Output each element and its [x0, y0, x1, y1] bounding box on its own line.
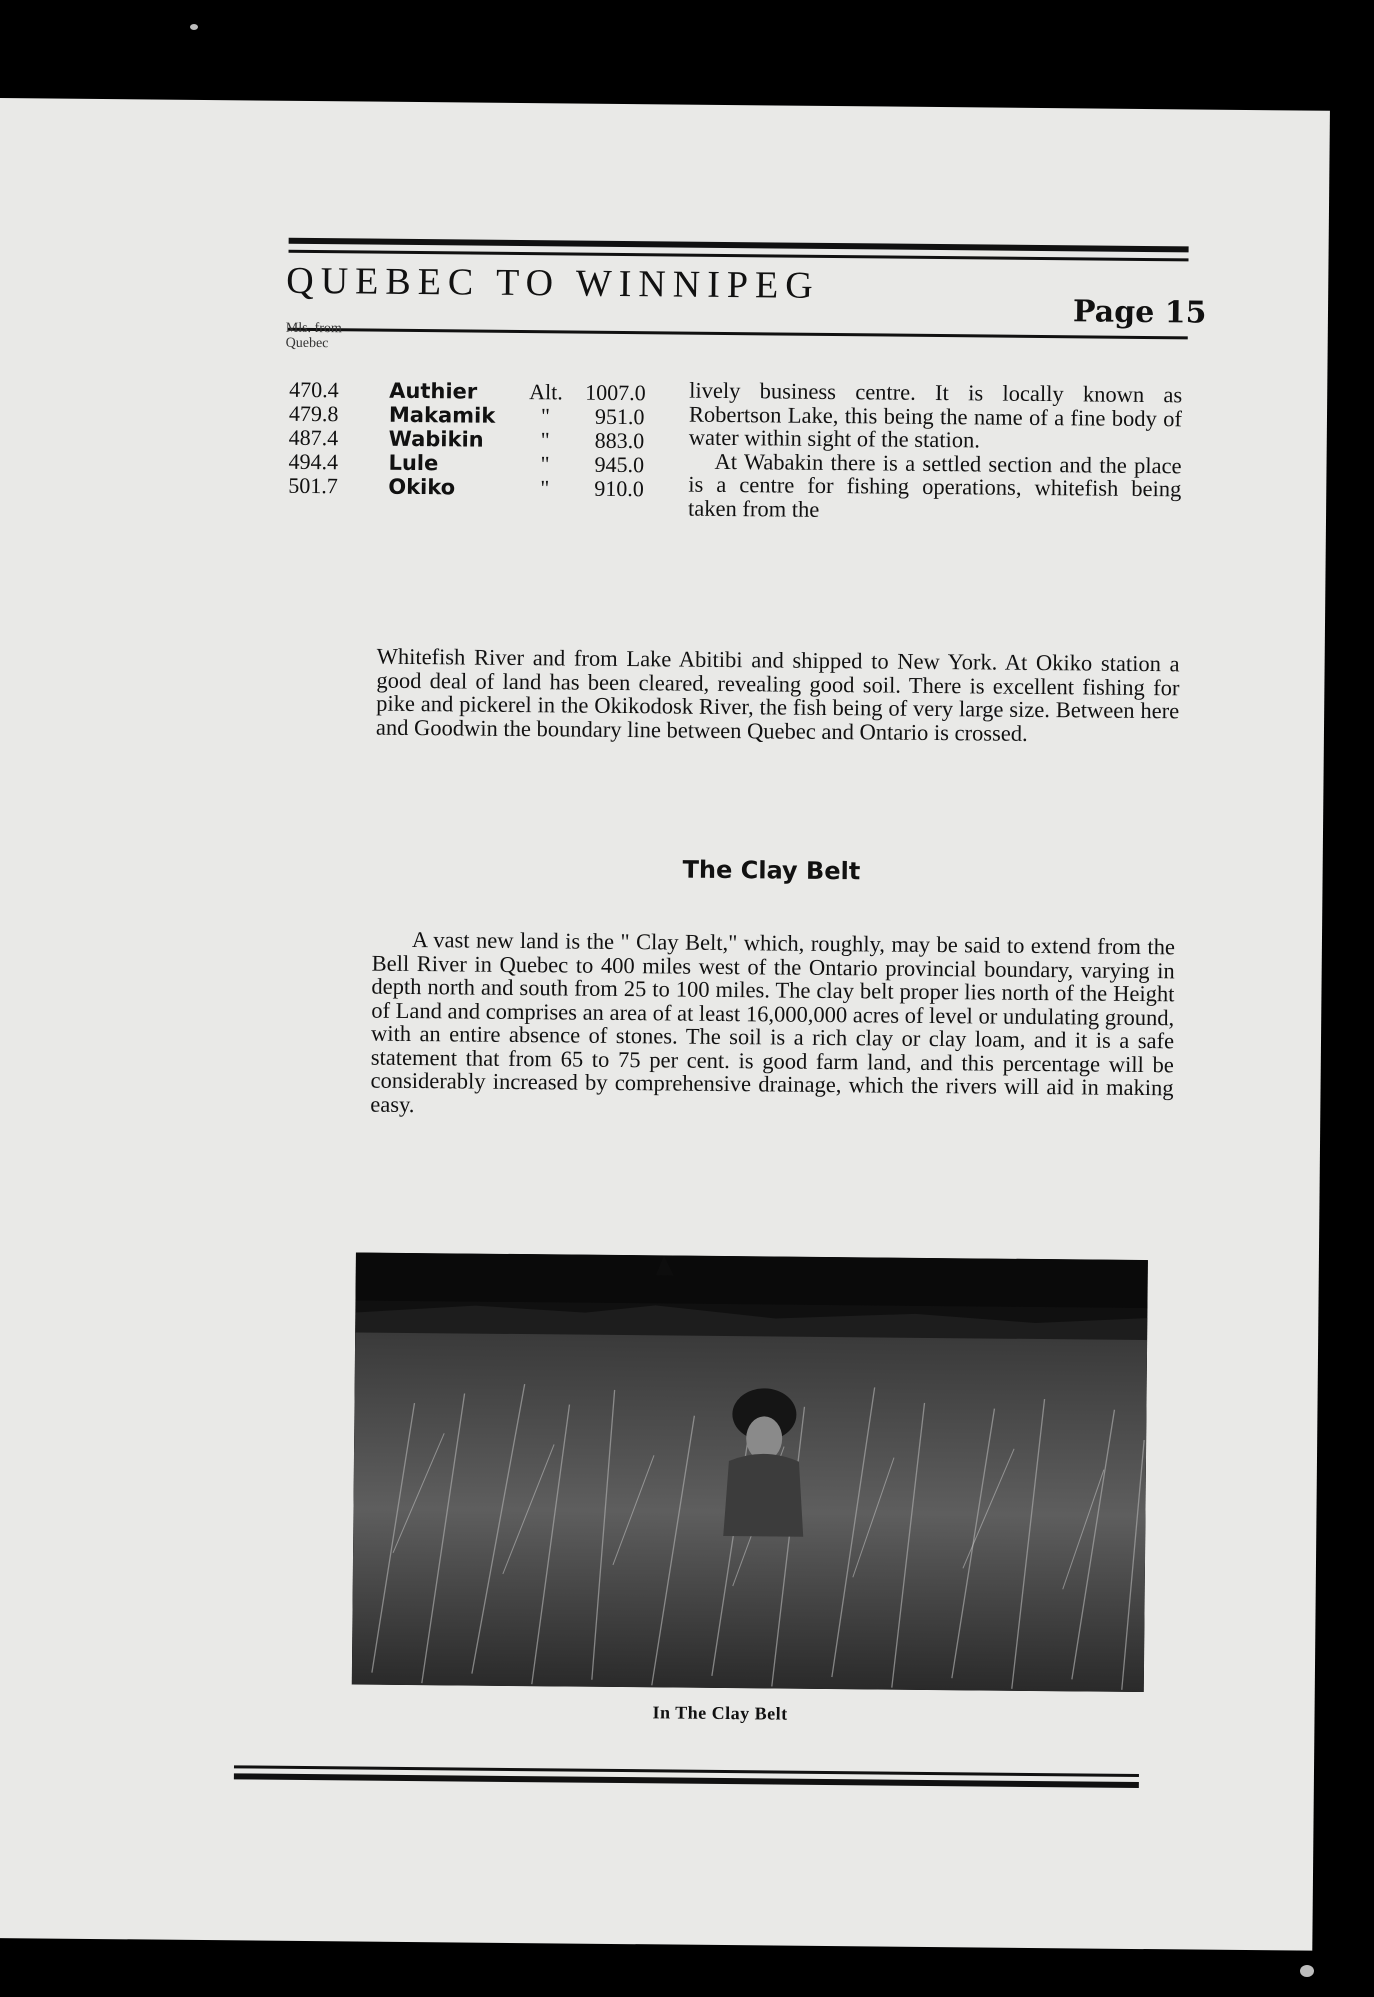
paragraph-2-start: At Wabakin there is a settled section and the place is a centre for fishing operations, whitefish being taken from the [687, 448, 1182, 522]
station-altitude: 945.0 [594, 451, 645, 478]
body-paragraph: A vast new land is the " Clay Belt," which, roughly, may be said to extend from the Bell River in Quebec to 400 miles west of the Ontario provincial boundary, varying in depth north and south from 25 to 100 miles. The clay belt proper lies north of the Height of Land and comprises an area of at least 16,000,000 acres of level or undulating ground, with an entire absence of stones. The soil is a rich clay or clay loam, and it is a safe statement that from 65 to 75 per cent. is good farm land, and this percentage will be considerably increased by comprehensive drainage, which the rivers will aid in making easy. [370, 926, 1176, 1117]
station-name: Okiko [388, 474, 456, 500]
station-altitude: 1007.0 [585, 379, 646, 406]
page-number: Page 15 [1072, 294, 1207, 331]
station-alt-label: " [540, 427, 550, 453]
margin-speck [190, 24, 198, 30]
station-alt-label: " [540, 451, 550, 477]
station-row [289, 402, 669, 430]
station-altitude: 883.0 [594, 427, 645, 454]
photograph-image [352, 1252, 1148, 1692]
station-miles: 501.7 [288, 472, 338, 499]
miles-label-line-1: Mls. from [285, 320, 342, 337]
miles-column-label [286, 321, 342, 352]
station-name: Wabikin [388, 426, 484, 452]
station-row [289, 378, 669, 406]
station-miles: 494.4 [288, 448, 339, 475]
station-miles: 470.4 [289, 376, 339, 403]
margin-speck [1300, 1965, 1314, 1977]
document-page [0, 98, 1330, 1951]
station-row [288, 450, 668, 478]
station-table [288, 378, 669, 502]
station-name: Authier [389, 378, 478, 404]
section-heading: The Clay Belt [682, 855, 861, 886]
station-altitude: 910.0 [594, 475, 644, 502]
header-underline [288, 328, 1188, 340]
station-miles: 487.4 [288, 424, 339, 451]
station-row [288, 474, 668, 502]
paragraph-1-text: lively business centre. It is locally known as Robertson Lake, this being the name of a fine body of water within sight of the station. [688, 377, 1183, 453]
photo-caption: In The Clay Belt [652, 1702, 788, 1724]
miles-label-line-2: Quebec [285, 335, 329, 352]
body-paragraph: Whitefish River and from Lake Abitibi and shipped to New York. At Okiko station a good deal of land has been cleared, revealing good soil. There is excellent fishing for pike and pickerel in the Okikodosk River, the fish being of very large size. Between here and Goodwin the boundary line between Quebec and Ontario is crossed. [375, 643, 1180, 746]
station-row [289, 426, 669, 454]
station-altitude: 951.0 [594, 403, 645, 430]
station-alt-label: Alt. [529, 379, 563, 405]
station-miles: 479.8 [288, 400, 339, 427]
body-paragraph [688, 379, 1182, 525]
station-alt-label: " [540, 475, 550, 501]
station-alt-label: " [540, 403, 551, 429]
clay-belt-photograph [352, 1252, 1148, 1692]
station-name: Lule [388, 450, 439, 476]
station-name: Makamik [388, 402, 496, 428]
running-title: QUEBEC TO WINNIPEG [286, 259, 820, 307]
